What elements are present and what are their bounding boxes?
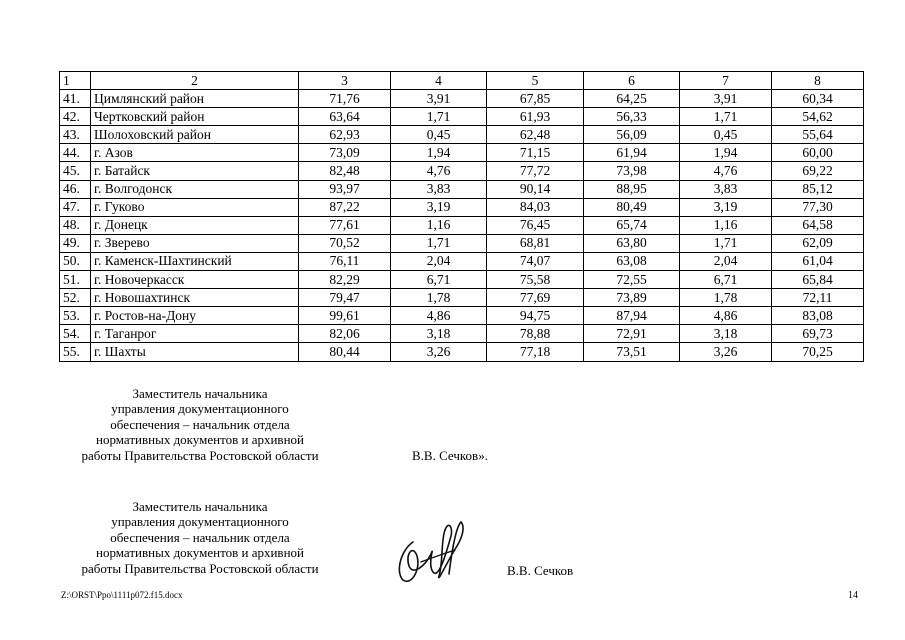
value-cell: 93,97 [299,180,391,198]
value-cell: 0,45 [680,126,772,144]
value-cell: 72,91 [584,325,680,343]
table-row [60,180,864,198]
table-row [60,108,864,126]
signature-block-title [55,499,345,576]
value-cell: 71,76 [299,90,391,108]
header-cell: 3 [299,72,391,90]
value-cell: 90,14 [487,180,584,198]
district-name-cell: Шолоховский район [91,126,299,144]
position-line: нормативных документов и архивной [96,432,304,448]
value-cell: 75,58 [487,271,584,289]
value-cell: 76,11 [299,252,391,270]
value-cell: 61,93 [487,108,584,126]
value-cell: 1,16 [391,216,487,234]
position-line: управления документационного [111,401,289,417]
value-cell: 77,69 [487,289,584,307]
table-row [60,162,864,180]
value-cell: 68,81 [487,234,584,252]
position-line: управления документационного [111,514,289,530]
handwritten-signature [391,514,471,594]
value-cell: 1,71 [391,234,487,252]
position-line: обеспечения – начальник отдела [110,529,290,545]
header-cell: 2 [91,72,299,90]
value-cell: 3,83 [391,180,487,198]
table-row [60,343,864,361]
value-cell: 83,08 [772,307,864,325]
position-line: Заместитель начальника [132,386,268,401]
district-name-cell: г. Ростов-на-Дону [91,307,299,325]
value-cell: 84,03 [487,198,584,216]
value-cell: 1,78 [680,289,772,307]
district-name-cell: г. Азов [91,144,299,162]
row-number-cell: 46. [60,180,91,198]
value-cell: 63,08 [584,252,680,270]
value-cell: 6,71 [391,271,487,289]
district-name-cell: г. Гуково [91,198,299,216]
data-table [59,71,864,362]
value-cell: 0,45 [391,126,487,144]
value-cell: 74,07 [487,252,584,270]
row-number-cell: 51. [60,271,91,289]
row-number-cell: 48. [60,216,91,234]
signatory-name: В.В. Сечков». [412,448,488,463]
value-cell: 3,18 [680,325,772,343]
value-cell: 85,12 [772,180,864,198]
value-cell: 54,62 [772,108,864,126]
district-name-cell: г. Шахты [91,343,299,361]
header-cell: 1 [60,72,91,90]
position-line: работы Правительства Ростовской области [81,560,319,576]
value-cell: 88,95 [584,180,680,198]
row-number-cell: 47. [60,198,91,216]
district-name-cell: г. Каменск-Шахтинский [91,252,299,270]
value-cell: 69,73 [772,325,864,343]
value-cell: 3,19 [391,198,487,216]
district-name-cell: г. Таганрог [91,325,299,343]
position-line: обеспечения – начальник отдела [110,416,290,432]
value-cell: 73,98 [584,162,680,180]
table-row [60,325,864,343]
row-number-cell: 43. [60,126,91,144]
value-cell: 3,91 [680,90,772,108]
value-cell: 69,22 [772,162,864,180]
signature-block-title [55,386,345,463]
row-number-cell: 55. [60,343,91,361]
district-name-cell: г. Донецк [91,216,299,234]
row-number-cell: 41. [60,90,91,108]
value-cell: 56,33 [584,108,680,126]
value-cell: 3,91 [391,90,487,108]
table-row [60,198,864,216]
row-number-cell: 44. [60,144,91,162]
value-cell: 2,04 [391,252,487,270]
value-cell: 64,58 [772,216,864,234]
position-line: нормативных документов и архивной [96,545,304,561]
page-number: 14 [848,590,858,601]
value-cell: 87,94 [584,307,680,325]
value-cell: 1,71 [680,234,772,252]
district-name-cell: г. Волгодонск [91,180,299,198]
row-number-cell: 42. [60,108,91,126]
value-cell: 63,80 [584,234,680,252]
value-cell: 77,72 [487,162,584,180]
table-row [60,234,864,252]
row-number-cell: 54. [60,325,91,343]
value-cell: 3,26 [680,343,772,361]
value-cell: 63,64 [299,108,391,126]
value-cell: 65,74 [584,216,680,234]
table-row [60,307,864,325]
value-cell: 87,22 [299,198,391,216]
file-path: Z:\ORST\Ppo\1111p072.f15.docx [61,590,183,600]
row-number-cell: 45. [60,162,91,180]
value-cell: 60,00 [772,144,864,162]
value-cell: 77,30 [772,198,864,216]
value-cell: 2,04 [680,252,772,270]
value-cell: 73,09 [299,144,391,162]
value-cell: 56,09 [584,126,680,144]
table-row [60,90,864,108]
value-cell: 71,15 [487,144,584,162]
value-cell: 3,83 [680,180,772,198]
value-cell: 61,94 [584,144,680,162]
value-cell: 76,45 [487,216,584,234]
position-line: Заместитель начальника [132,499,268,514]
value-cell: 80,44 [299,343,391,361]
signatory-name: В.В. Сечков [507,563,574,578]
value-cell: 4,76 [680,162,772,180]
header-cell: 7 [680,72,772,90]
value-cell: 1,78 [391,289,487,307]
table-row [60,289,864,307]
district-name-cell: Чертковский район [91,108,299,126]
value-cell: 77,61 [299,216,391,234]
row-number-cell: 50. [60,252,91,270]
table-header-row [60,72,864,90]
value-cell: 70,25 [772,343,864,361]
district-name-cell: г. Зверево [91,234,299,252]
value-cell: 79,47 [299,289,391,307]
value-cell: 4,86 [391,307,487,325]
value-cell: 6,71 [680,271,772,289]
value-cell: 1,94 [391,144,487,162]
header-cell: 8 [772,72,864,90]
position-line: работы Правительства Ростовской области [81,447,319,463]
value-cell: 4,76 [391,162,487,180]
header-cell: 5 [487,72,584,90]
value-cell: 1,94 [680,144,772,162]
header-cell: 6 [584,72,680,90]
value-cell: 62,48 [487,126,584,144]
value-cell: 65,84 [772,271,864,289]
value-cell: 1,16 [680,216,772,234]
value-cell: 3,26 [391,343,487,361]
value-cell: 62,09 [772,234,864,252]
value-cell: 82,29 [299,271,391,289]
value-cell: 94,75 [487,307,584,325]
value-cell: 4,86 [680,307,772,325]
value-cell: 62,93 [299,126,391,144]
value-cell: 80,49 [584,198,680,216]
value-cell: 77,18 [487,343,584,361]
value-cell: 82,48 [299,162,391,180]
value-cell: 55,64 [772,126,864,144]
table-row [60,144,864,162]
value-cell: 82,06 [299,325,391,343]
value-cell: 72,55 [584,271,680,289]
row-number-cell: 53. [60,307,91,325]
value-cell: 61,04 [772,252,864,270]
value-cell: 67,85 [487,90,584,108]
district-name-cell: г. Новочеркасск [91,271,299,289]
table-row [60,252,864,270]
value-cell: 3,18 [391,325,487,343]
header-cell: 4 [391,72,487,90]
table-row [60,271,864,289]
value-cell: 70,52 [299,234,391,252]
value-cell: 72,11 [772,289,864,307]
row-number-cell: 52. [60,289,91,307]
value-cell: 60,34 [772,90,864,108]
district-name-cell: г. Батайск [91,162,299,180]
value-cell: 99,61 [299,307,391,325]
value-cell: 64,25 [584,90,680,108]
table-row [60,126,864,144]
value-cell: 1,71 [680,108,772,126]
row-number-cell: 49. [60,234,91,252]
district-name-cell: Цимлянский район [91,90,299,108]
value-cell: 78,88 [487,325,584,343]
value-cell: 3,19 [680,198,772,216]
district-name-cell: г. Новошахтинск [91,289,299,307]
value-cell: 73,51 [584,343,680,361]
value-cell: 1,71 [391,108,487,126]
table-row [60,216,864,234]
value-cell: 73,89 [584,289,680,307]
